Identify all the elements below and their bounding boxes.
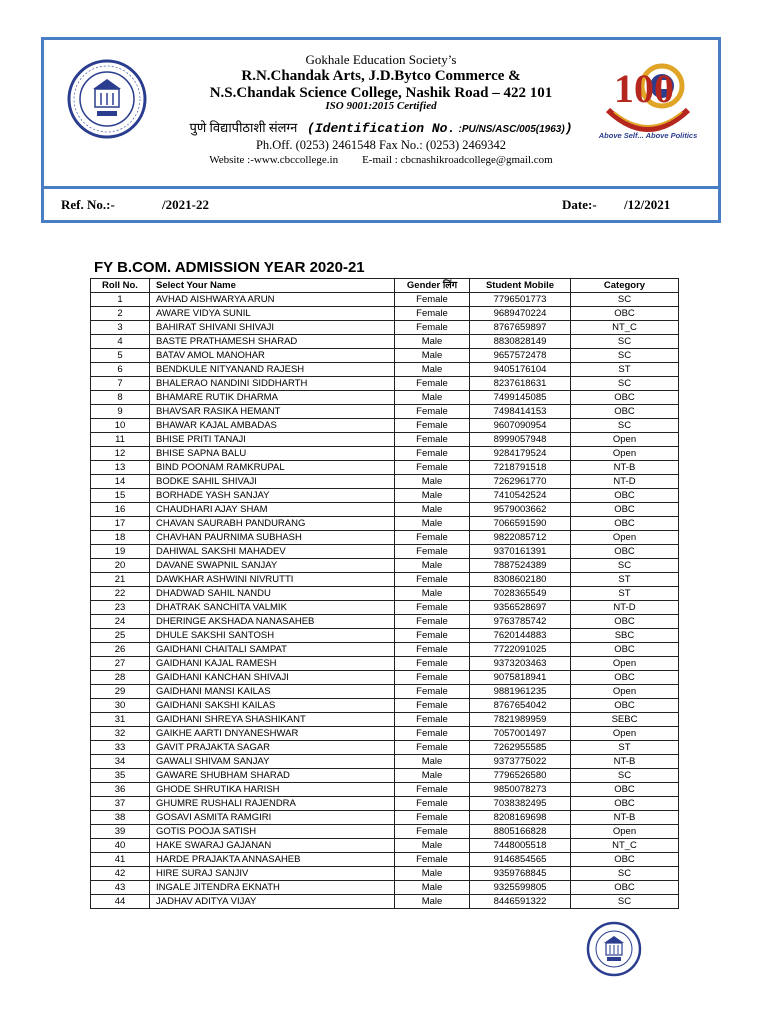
cell-name: BASTE PRATHAMESH SHARAD (150, 335, 395, 349)
cell-roll: 33 (91, 741, 150, 755)
cell-gender: Female (395, 377, 470, 391)
cell-roll: 40 (91, 839, 150, 853)
cell-roll: 16 (91, 503, 150, 517)
cell-name: GAIDHANI SHREYA SHASHIKANT (150, 713, 395, 727)
cell-name: GAIDHANI SAKSHI KAILAS (150, 699, 395, 713)
cell-name: DHULE SAKSHI SANTOSH (150, 629, 395, 643)
cell-mobile: 7057001497 (470, 727, 571, 741)
table-row (91, 685, 679, 699)
identification-code: :PU/NS/ASC/005(1963) (458, 124, 565, 135)
cell-category: Open (571, 825, 679, 839)
cell-roll: 22 (91, 587, 150, 601)
cell-gender: Male (395, 559, 470, 573)
cell-category: NT-B (571, 755, 679, 769)
cell-roll: 10 (91, 419, 150, 433)
cell-name: CHAVAN SAURABH PANDURANG (150, 517, 395, 531)
cell-category: Open (571, 447, 679, 461)
admission-table (90, 278, 679, 909)
table-row (91, 657, 679, 671)
cell-name: BODKE SAHIL SHIVAJI (150, 475, 395, 489)
table-row (91, 783, 679, 797)
table-row (91, 615, 679, 629)
cell-mobile: 9356528697 (470, 601, 571, 615)
cell-mobile: 7262955585 (470, 741, 571, 755)
cell-gender: Female (395, 671, 470, 685)
cell-name: BHAMARE RUTIK DHARMA (150, 391, 395, 405)
cell-gender: Male (395, 517, 470, 531)
cell-mobile: 7796526580 (470, 769, 571, 783)
table-row (91, 811, 679, 825)
cell-mobile: 7410542524 (470, 489, 571, 503)
table-row (91, 349, 679, 363)
cell-mobile: 8767654042 (470, 699, 571, 713)
cell-name: INGALE JITENDRA EKNATH (150, 881, 395, 895)
cell-category: SC (571, 335, 679, 349)
cell-name: AVHAD AISHWARYA ARUN (150, 293, 395, 307)
cell-mobile: 9607090954 (470, 419, 571, 433)
table-row (91, 727, 679, 741)
cell-roll: 12 (91, 447, 150, 461)
cell-category: Open (571, 657, 679, 671)
cell-name: DAWKHAR ASHWINI NIVRUTTI (150, 573, 395, 587)
cell-category: SC (571, 769, 679, 783)
cell-gender: Male (395, 867, 470, 881)
college-pincode: 422 101 (503, 85, 553, 101)
cell-category: SC (571, 867, 679, 881)
cell-gender: Female (395, 419, 470, 433)
cell-gender: Female (395, 643, 470, 657)
cell-roll: 37 (91, 797, 150, 811)
cell-roll: 31 (91, 713, 150, 727)
table-row (91, 475, 679, 489)
cell-roll: 6 (91, 363, 150, 377)
cell-roll: 29 (91, 685, 150, 699)
cell-roll: 20 (91, 559, 150, 573)
cell-category: OBC (571, 517, 679, 531)
cell-mobile: 9579003662 (470, 503, 571, 517)
cell-category: NT-B (571, 461, 679, 475)
cell-roll: 44 (91, 895, 150, 909)
cell-gender: Female (395, 727, 470, 741)
cell-roll: 42 (91, 867, 150, 881)
cell-gender: Male (395, 881, 470, 895)
cell-name: HARDE PRAJAKTA ANNASAHEB (150, 853, 395, 867)
cell-gender: Female (395, 699, 470, 713)
cell-roll: 35 (91, 769, 150, 783)
cell-gender: Male (395, 503, 470, 517)
cell-name: CHAUDHARI AJAY SHAM (150, 503, 395, 517)
cell-roll: 30 (91, 699, 150, 713)
cell-gender: Female (395, 601, 470, 615)
cell-gender: Male (395, 489, 470, 503)
cell-gender: Male (395, 349, 470, 363)
cell-roll: 7 (91, 377, 150, 391)
cell-gender: Male (395, 895, 470, 909)
table-row (91, 503, 679, 517)
cell-mobile: 9075818941 (470, 671, 571, 685)
cell-roll: 25 (91, 629, 150, 643)
cell-mobile: 8767659897 (470, 321, 571, 335)
cell-mobile: 9146854565 (470, 853, 571, 867)
cell-category: ST (571, 363, 679, 377)
cell-name: GHUMRE RUSHALI RAJENDRA (150, 797, 395, 811)
cell-gender: Female (395, 713, 470, 727)
table-row (91, 629, 679, 643)
cell-roll: 4 (91, 335, 150, 349)
cell-roll: 19 (91, 545, 150, 559)
cell-name: BENDKULE NITYANAND RAJESH (150, 363, 395, 377)
centenary-number: 100 (614, 66, 674, 111)
table-row (91, 363, 679, 377)
table-row (91, 531, 679, 545)
cell-category: SC (571, 419, 679, 433)
table-row (91, 433, 679, 447)
cell-gender: Female (395, 321, 470, 335)
cell-name: BHAVSAR RASIKA HEMANT (150, 405, 395, 419)
cell-roll: 34 (91, 755, 150, 769)
cell-mobile: 9881961235 (470, 685, 571, 699)
table-row (91, 895, 679, 909)
cell-category: SBC (571, 629, 679, 643)
cell-roll: 9 (91, 405, 150, 419)
cell-gender: Male (395, 769, 470, 783)
table-row (91, 559, 679, 573)
cell-roll: 2 (91, 307, 150, 321)
cell-roll: 28 (91, 671, 150, 685)
table-row (91, 867, 679, 881)
identification-label: (Identification No. (307, 121, 456, 136)
cell-mobile: 9284179524 (470, 447, 571, 461)
cell-roll: 3 (91, 321, 150, 335)
table-row (91, 391, 679, 405)
society-name: Gokhale Education Society’s (305, 52, 457, 67)
cell-gender: Female (395, 293, 470, 307)
cell-gender: Female (395, 797, 470, 811)
cell-mobile: 7796501773 (470, 293, 571, 307)
cell-category: ST (571, 741, 679, 755)
cell-name: BHISE PRITI TANAJI (150, 433, 395, 447)
cell-name: GOTIS POOJA SATISH (150, 825, 395, 839)
cell-category: SC (571, 895, 679, 909)
cell-gender: Male (395, 391, 470, 405)
cell-mobile: 7499145085 (470, 391, 571, 405)
table-row (91, 419, 679, 433)
cell-category: ST (571, 587, 679, 601)
cell-gender: Male (395, 363, 470, 377)
table-row (91, 377, 679, 391)
table-row (91, 545, 679, 559)
ref-value: /2021-22 (162, 197, 209, 212)
ref-label: Ref. No.:- (61, 197, 115, 212)
cell-mobile: 9689470224 (470, 307, 571, 321)
cell-mobile: 7498414153 (470, 405, 571, 419)
cell-gender: Male (395, 475, 470, 489)
table-row (91, 293, 679, 307)
cell-category: SC (571, 349, 679, 363)
cell-gender: Female (395, 811, 470, 825)
cell-gender: Female (395, 629, 470, 643)
cell-mobile: 7887524389 (470, 559, 571, 573)
cell-category: Open (571, 433, 679, 447)
cell-name: BAHIRAT SHIVANI SHIVAJI (150, 321, 395, 335)
cell-mobile: 8237618631 (470, 377, 571, 391)
centenary-logo-icon (594, 52, 702, 148)
cell-category: SC (571, 293, 679, 307)
cell-mobile: 9657572478 (470, 349, 571, 363)
cell-gender: Female (395, 657, 470, 671)
cell-gender: Female (395, 615, 470, 629)
column-header-mobile: Student Mobile (470, 279, 571, 293)
cell-name: HAKE SWARAJ GAJANAN (150, 839, 395, 853)
table-row (91, 769, 679, 783)
cell-name: DHATRAK SANCHITA VALMIK (150, 601, 395, 615)
table-row (91, 321, 679, 335)
cell-roll: 15 (91, 489, 150, 503)
cell-gender: Female (395, 783, 470, 797)
table-body (91, 293, 679, 909)
cell-name: CHAVHAN PAURNIMA SUBHASH (150, 531, 395, 545)
table-row (91, 825, 679, 839)
cell-category: Open (571, 685, 679, 699)
table-row (91, 587, 679, 601)
cell-mobile: 7722091025 (470, 643, 571, 657)
cell-gender: Female (395, 545, 470, 559)
cell-mobile: 9822085712 (470, 531, 571, 545)
table-row (91, 671, 679, 685)
cell-name: HIRE SURAJ SANJIV (150, 867, 395, 881)
cell-category: SEBC (571, 713, 679, 727)
cell-gender: Female (395, 461, 470, 475)
cell-category: ST (571, 573, 679, 587)
cell-category: NT_C (571, 839, 679, 853)
date-value: /12/2021 (624, 197, 671, 212)
cell-mobile: 8999057948 (470, 433, 571, 447)
cell-roll: 26 (91, 643, 150, 657)
cell-mobile: 9763785742 (470, 615, 571, 629)
college-name-line1: R.N.Chandak Arts, J.D.Bytco Commerce & (241, 68, 521, 84)
cell-name: GAIDHANI CHAITALI SAMPAT (150, 643, 395, 657)
website-link[interactable]: Website :-www.cbccollege.in (209, 154, 339, 166)
cell-roll: 43 (91, 881, 150, 895)
cell-mobile: 9850078273 (470, 783, 571, 797)
cell-mobile: 7066591590 (470, 517, 571, 531)
date-label: Date:- (562, 197, 597, 212)
identification-close: ) (564, 121, 573, 136)
column-header-category: Category (571, 279, 679, 293)
cell-mobile: 9325599805 (470, 881, 571, 895)
cell-name: BIND POONAM RAMKRUPAL (150, 461, 395, 475)
cell-category: OBC (571, 489, 679, 503)
cell-gender: Male (395, 755, 470, 769)
cell-gender: Male (395, 839, 470, 853)
cell-roll: 41 (91, 853, 150, 867)
table-row (91, 307, 679, 321)
cell-name: BORHADE YASH SANJAY (150, 489, 395, 503)
cell-name: JADHAV ADITYA VIJAY (150, 895, 395, 909)
cell-name: GAVIT PRAJAKTA SAGAR (150, 741, 395, 755)
cell-category: OBC (571, 643, 679, 657)
cell-mobile: 8208169698 (470, 811, 571, 825)
cell-name: GAIKHE AARTI DNYANESHWAR (150, 727, 395, 741)
cell-gender: Female (395, 573, 470, 587)
table-header-row (91, 279, 679, 293)
table-row (91, 699, 679, 713)
college-name-line2-main: N.S.Chandak Science College, Nashik Road – (209, 85, 504, 101)
cell-gender: Female (395, 447, 470, 461)
cell-mobile: 9373775022 (470, 755, 571, 769)
contact-phone: Ph.Off. (0253) 2461548 Fax No.: (0253) 2469342 (255, 138, 507, 152)
cell-mobile: 8830828149 (470, 335, 571, 349)
cell-roll: 32 (91, 727, 150, 741)
table-row (91, 797, 679, 811)
cell-name: DAHIWAL SAKSHI MAHADEV (150, 545, 395, 559)
cell-name: GAWALI SHIVAM SANJAY (150, 755, 395, 769)
cell-roll: 21 (91, 573, 150, 587)
column-header-name: Select Your Name (150, 279, 395, 293)
cell-mobile: 8446591322 (470, 895, 571, 909)
cell-mobile: 9370161391 (470, 545, 571, 559)
header-divider (44, 186, 718, 189)
cell-mobile: 7038382495 (470, 797, 571, 811)
cell-name: AWARE VIDYA SUNIL (150, 307, 395, 321)
cell-mobile: 7218791518 (470, 461, 571, 475)
cell-mobile: 8805166828 (470, 825, 571, 839)
cell-mobile: 7448005518 (470, 839, 571, 853)
cell-roll: 27 (91, 657, 150, 671)
cell-roll: 17 (91, 517, 150, 531)
cell-mobile: 7821989959 (470, 713, 571, 727)
cell-category: NT-B (571, 811, 679, 825)
cell-name: GAIDHANI KANCHAN SHIVAJI (150, 671, 395, 685)
cell-gender: Male (395, 587, 470, 601)
table-row (91, 755, 679, 769)
cell-name: BHISE SAPNA BALU (150, 447, 395, 461)
table-row (91, 713, 679, 727)
table-row (91, 573, 679, 587)
cell-roll: 39 (91, 825, 150, 839)
cell-roll: 24 (91, 615, 150, 629)
table-row (91, 489, 679, 503)
table-row (91, 461, 679, 475)
cell-gender: Female (395, 685, 470, 699)
cell-mobile: 7620144883 (470, 629, 571, 643)
iso-certification: ISO 9001:2015 Certified (325, 100, 437, 112)
cell-name: GAIDHANI KAJAL RAMESH (150, 657, 395, 671)
table-row (91, 853, 679, 867)
cell-mobile: 9359768845 (470, 867, 571, 881)
cell-category: NT-D (571, 475, 679, 489)
contact-web (44, 154, 718, 166)
cell-roll: 11 (91, 433, 150, 447)
cell-category: OBC (571, 783, 679, 797)
cell-category: NT-D (571, 601, 679, 615)
cell-roll: 13 (91, 461, 150, 475)
table-row (91, 601, 679, 615)
cell-roll: 38 (91, 811, 150, 825)
cell-gender: Female (395, 531, 470, 545)
column-header-gender: Gender लिंग (395, 279, 470, 293)
cell-name: BHAWAR KAJAL AMBADAS (150, 419, 395, 433)
table-row (91, 405, 679, 419)
cell-category: OBC (571, 405, 679, 419)
cell-roll: 5 (91, 349, 150, 363)
cell-roll: 8 (91, 391, 150, 405)
cell-name: DAVANE SWAPNIL SANJAY (150, 559, 395, 573)
page-title: FY B.COM. ADMISSION YEAR 2020-21 (94, 259, 365, 276)
cell-category: OBC (571, 307, 679, 321)
table-row (91, 335, 679, 349)
cell-category: NT_C (571, 321, 679, 335)
cell-category: OBC (571, 615, 679, 629)
table-row (91, 881, 679, 895)
cell-gender: Female (395, 405, 470, 419)
cell-name: GHODE SHRUTIKA HARISH (150, 783, 395, 797)
cell-category: Open (571, 531, 679, 545)
cell-roll: 1 (91, 293, 150, 307)
email-link[interactable]: E-mail : cbcnashikroadcollege@gmail.com (362, 154, 553, 166)
cell-mobile: 9405176104 (470, 363, 571, 377)
cell-mobile: 8308602180 (470, 573, 571, 587)
cell-roll: 36 (91, 783, 150, 797)
cell-name: GAWARE SHUBHAM SHARAD (150, 769, 395, 783)
cell-gender: Female (395, 433, 470, 447)
cell-name: GOSAVI ASMITA RAMGIRI (150, 811, 395, 825)
cell-category: OBC (571, 391, 679, 405)
cell-gender: Male (395, 335, 470, 349)
footer-seal-icon (586, 921, 642, 977)
column-header-roll: Roll No. (91, 279, 150, 293)
cell-mobile: 7262961770 (470, 475, 571, 489)
table-row (91, 643, 679, 657)
cell-category: OBC (571, 853, 679, 867)
cell-mobile: 7028365549 (470, 587, 571, 601)
cell-gender: Female (395, 853, 470, 867)
cell-name: DHADWAD SAHIL NANDU (150, 587, 395, 601)
table-row (91, 839, 679, 853)
table-row (91, 447, 679, 461)
cell-mobile: 9373203463 (470, 657, 571, 671)
cell-category: OBC (571, 881, 679, 895)
affiliation-marathi: पुणे विद्यापीठाशी संलग्न (189, 120, 298, 135)
cell-category: OBC (571, 797, 679, 811)
cell-roll: 14 (91, 475, 150, 489)
cell-name: BATAV AMOL MANOHAR (150, 349, 395, 363)
cell-gender: Female (395, 825, 470, 839)
cell-category: OBC (571, 545, 679, 559)
centenary-motto: Above Self... Above Politics (598, 131, 698, 140)
cell-category: SC (571, 377, 679, 391)
cell-gender: Female (395, 307, 470, 321)
cell-category: Open (571, 727, 679, 741)
cell-name: GAIDHANI MANSI KAILAS (150, 685, 395, 699)
table-row (91, 517, 679, 531)
cell-roll: 18 (91, 531, 150, 545)
cell-category: OBC (571, 671, 679, 685)
cell-category: OBC (571, 699, 679, 713)
cell-gender: Female (395, 741, 470, 755)
cell-name: DHERINGE AKSHADA NANASAHEB (150, 615, 395, 629)
cell-category: SC (571, 559, 679, 573)
letterhead (41, 37, 721, 223)
cell-name: BHALERAO NANDINI SIDDHARTH (150, 377, 395, 391)
cell-category: OBC (571, 503, 679, 517)
cell-roll: 23 (91, 601, 150, 615)
table-row (91, 741, 679, 755)
